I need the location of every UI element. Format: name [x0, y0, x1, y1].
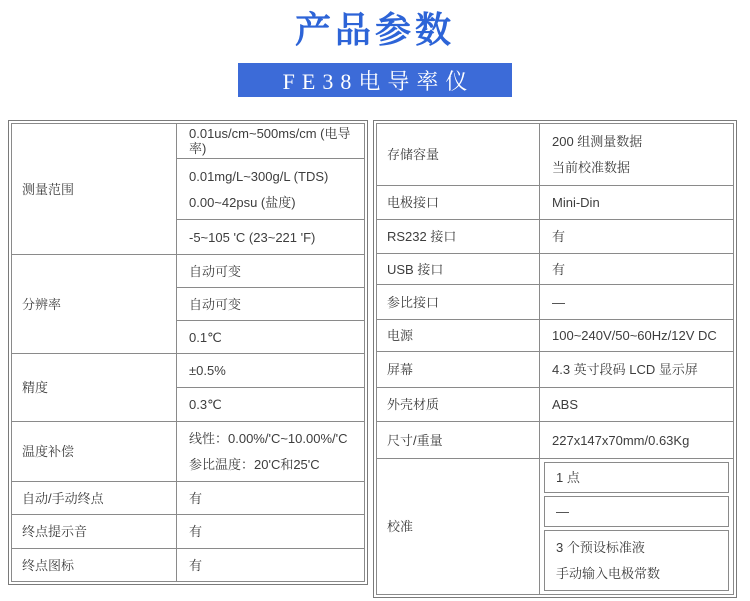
value-temperature-range: -5~105 'C (23~221 'F) [177, 220, 365, 255]
value-line: 线性：0.00%/'C~10.00%/'C [189, 431, 348, 446]
label-power-supply: 电源 [377, 320, 540, 352]
label-storage-capacity: 存储容量 [377, 124, 540, 186]
value-line: 当前校准数据 [552, 160, 631, 175]
label-endpoint-beep: 终点提示音 [12, 515, 177, 549]
label-rs232-interface: RS232 接口 [377, 220, 540, 254]
spec-table-right [373, 120, 737, 598]
model-banner: FE38电导率仪 [238, 63, 512, 97]
value-usb-interface: 有 [540, 254, 734, 285]
value-housing-material: ABS [540, 388, 734, 422]
value-line: 参比温度：20'C和25'C [189, 457, 320, 472]
label-reference-interface: 参比接口 [377, 285, 540, 320]
label-electrode-interface: 电极接口 [377, 186, 540, 220]
label-screen: 屏幕 [377, 352, 540, 388]
label-usb-interface: USB 接口 [377, 254, 540, 285]
value-endpoint-beep: 有 [177, 515, 365, 549]
label-endpoint-icon: 终点图标 [12, 549, 177, 582]
value-line: 3 个预设标准液 [556, 540, 645, 555]
value-reference-interface: — [540, 285, 734, 320]
value-accuracy-percent: ±0.5% [177, 354, 365, 388]
label-housing-material: 外壳材质 [377, 388, 540, 422]
value-dimensions-weight: 227x147x70mm/0.63Kg [540, 422, 734, 459]
value-resolution-2: 自动可变 [177, 288, 365, 321]
label-resolution: 分辨率 [12, 255, 177, 354]
label-accuracy: 精度 [12, 354, 177, 422]
label-measurement-range: 测量范围 [12, 124, 177, 255]
calibration-option-3 [544, 530, 729, 591]
value-line: 200 组测量数据 [552, 134, 643, 149]
value-line: 1 点 [556, 470, 580, 485]
value-rs232-interface: 有 [540, 220, 734, 254]
label-auto-manual-endpoint: 自动/手动终点 [12, 482, 177, 515]
page-title: 产品参数 [294, 9, 455, 50]
value-storage-capacity [540, 124, 734, 186]
calibration-option-1 [544, 462, 729, 493]
value-electrode-interface: Mini-Din [540, 186, 734, 220]
label-dimensions-weight: 尺寸/重量 [377, 422, 540, 459]
value-screen: 4.3 英寸段码 LCD 显示屏 [540, 352, 734, 388]
value-resolution-temp: 0.1℃ [177, 321, 365, 354]
value-line: 0.01mg/L~300g/L (TDS) [189, 168, 329, 184]
label-calibration: 校准 [377, 459, 540, 595]
value-line: — [556, 504, 569, 519]
spec-tables [8, 120, 742, 598]
value-line: 手动输入电极常数 [556, 566, 661, 581]
label-temperature-compensation: 温度补偿 [12, 422, 177, 482]
spec-table-left [8, 120, 368, 585]
value-conductivity-range: 0.01us/cm~500ms/cm (电导率) [177, 124, 365, 159]
value-resolution-1: 自动可变 [177, 255, 365, 288]
value-calibration [540, 459, 734, 595]
calibration-option-2 [544, 496, 729, 527]
value-accuracy-temp: 0.3℃ [177, 388, 365, 422]
value-auto-manual-endpoint: 有 [177, 482, 365, 515]
value-line: 0.00~42psu (盐度) [189, 194, 296, 210]
value-tds-salinity-range [177, 159, 365, 220]
value-power-supply: 100~240V/50~60Hz/12V DC [540, 320, 734, 352]
value-temperature-compensation [177, 422, 365, 482]
value-endpoint-icon: 有 [177, 549, 365, 582]
